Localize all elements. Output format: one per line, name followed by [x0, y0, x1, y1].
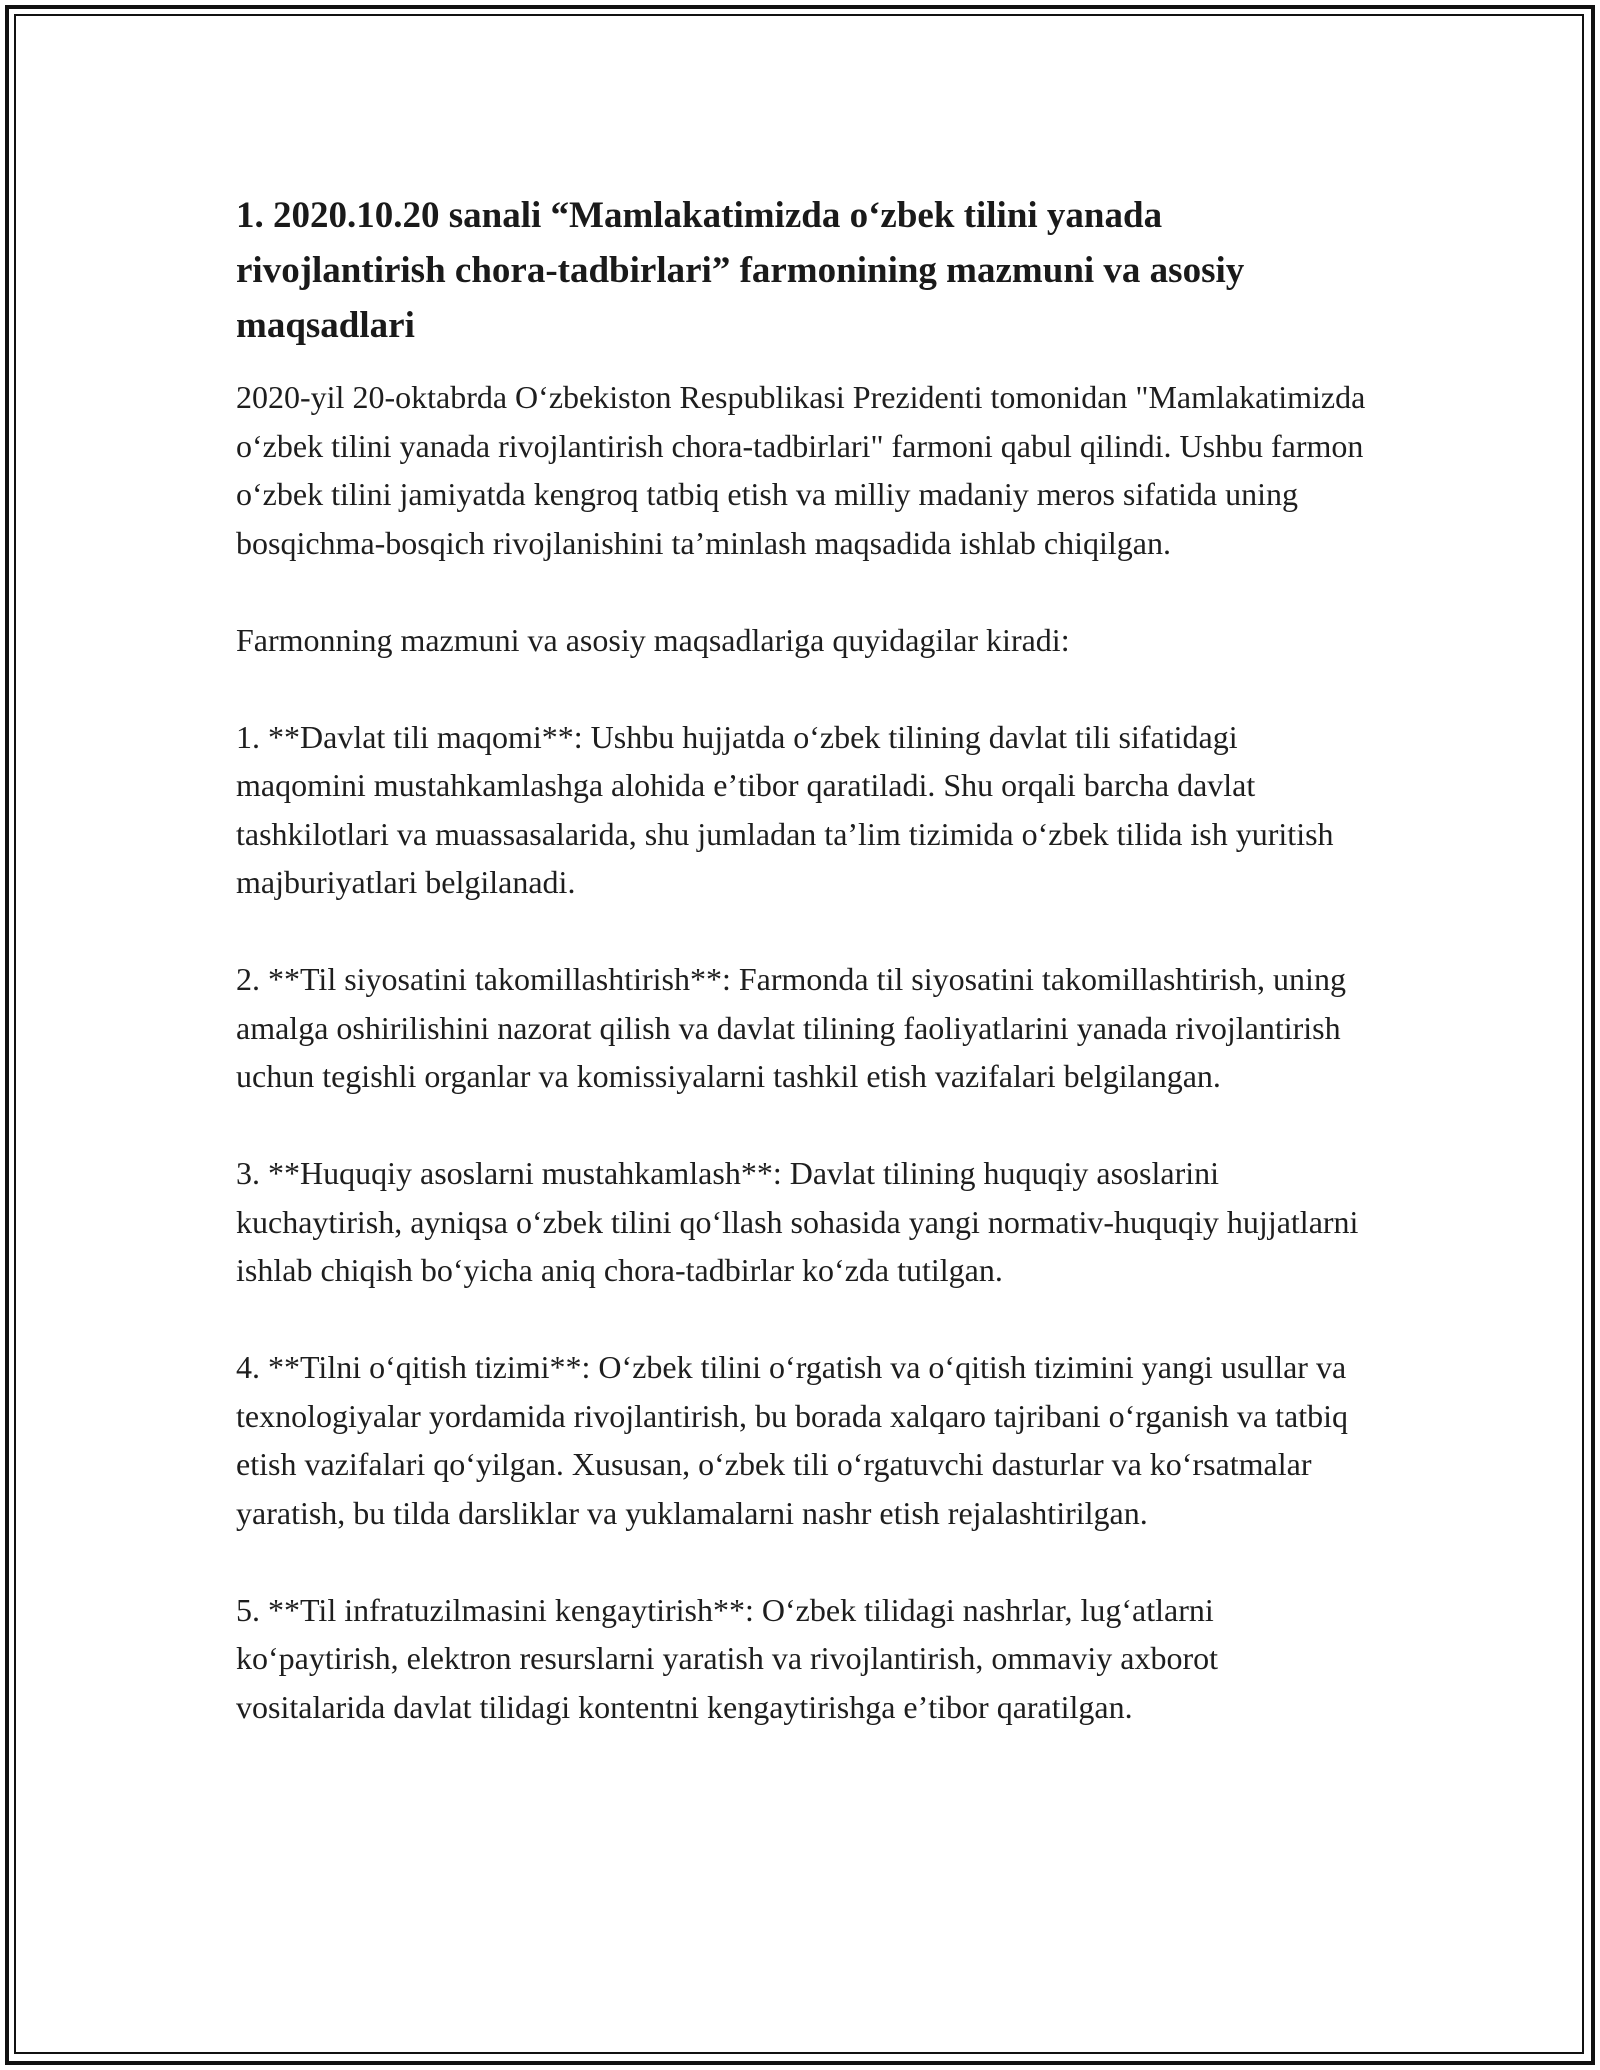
list-item-2: 2. **Til siyosatini takomillashtirish**: Farmonda til siyosatini takomillashtirish, uning amalga oshirilishini nazorat qilish va davlat tilining faoliyatlarini yanada rivojlantirish uchun tegishli organlar va komissiyalarni tashkil etish vazifalari belgilangan.	[236, 961, 1346, 1094]
list-intro-paragraph: Farmonning mazmuni va asosiy maqsadlariga quyidagilar kiradi:	[236, 621, 1070, 658]
document-body	[236, 188, 1366, 1780]
list-item-4: 4. **Tilni oʻqitish tizimi**: Oʻzbek tilini oʻrgatish va oʻqitish tizimini yangi usullar va texnologiyalar yordamida rivojlantirish, bu borada xalqaro tajribani oʻrganish va tatbiq etish vazifalari qoʻyilgan. Xususan, oʻzbek tili oʻrgatuvchi dasturlar va koʻrsatmalar yaratish, bu tilda darsliklar va yuklamalarni nashr etish rejalashtirilgan.	[236, 1349, 1348, 1531]
list-item-5: 5. **Til infratuzilmasini kengaytirish**: Oʻzbek tilidagi nashrlar, lugʻatlarni koʻpaytirish, elektron resurslarni yaratish va rivojlantirish, ommaviy axborot vositalarida davlat tilidagi kontentni kengaytirishga eʼtibor qaratilgan.	[236, 1591, 1218, 1725]
list-item-1: 1. **Davlat tili maqomi**: Ushbu hujjatda oʻzbek tilining davlat tili sifatidagi maqomini mustahkamlashga alohida eʼtibor qaratiladi. Shu orqali barcha davlat tashkilotlari va muassasalarida, shu jumladan taʼlim tizimida oʻzbek tilida ish yuritish majburiyatlari belgilanadi.	[236, 718, 1334, 900]
intro-paragraph: 2020-yil 20-oktabrda Oʻzbekiston Respublikasi Prezidenti tomonidan "Mamlakatimizda oʻzbek tilini yanada rivojlantirish chora-tadbirlari" farmoni qabul qilindi. Ushbu farmon oʻzbek tilini jamiyatda kengroq tatbiq etish va milliy madaniy meros sifatida uning bosqichma-bosqich rivojlanishini taʼminlash maqsadida ishlab chiqilgan.	[236, 379, 1366, 561]
document-title: 1. 2020.10.20 sanali “Mamlakatimizda oʻzbek tilini yanada rivojlantirish chora-tadbirlari” farmonining mazmuni va asosiy maqsadlari	[236, 195, 1245, 346]
list-item-3: 3. **Huquqiy asoslarni mustahkamlash**: Davlat tilining huquqiy asoslarini kuchaytirish, ayniqsa oʻzbek tilini qoʻllash sohasida yangi normativ-huquqiy hujjatlarni ishlab chiqish boʻyicha aniq chora-tadbirlar koʻzda tutilgan.	[236, 1155, 1359, 1288]
